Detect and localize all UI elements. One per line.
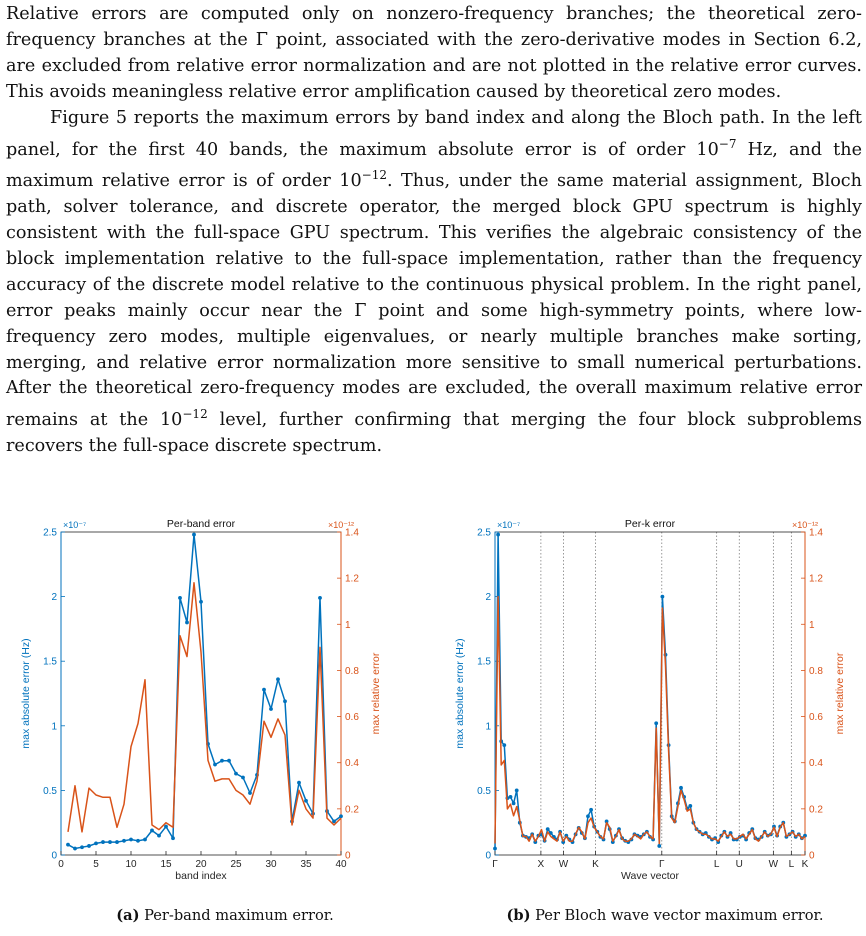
data-point (73, 847, 77, 851)
data-point (276, 677, 280, 681)
x-tick-label: 30 (265, 859, 277, 870)
superscript: −12 (361, 168, 387, 183)
y-tick-label: 0 (485, 850, 491, 862)
x-tick-label: 15 (160, 859, 172, 870)
relative-error-line (495, 597, 805, 844)
figure-per-band (6, 510, 396, 905)
y-right-tick-label: 1 (345, 619, 351, 631)
y-right-axis-label: max relative error (370, 652, 382, 735)
y-right-tick-label: 1.4 (345, 527, 359, 539)
data-point (101, 840, 105, 844)
x-tick-label: 5 (93, 859, 99, 870)
data-point (688, 804, 692, 808)
figure-per-k (440, 510, 860, 905)
x-tick-label: W (768, 859, 779, 870)
x-tick-label: L (788, 859, 795, 870)
caption-a-text: Per-band maximum error. (139, 907, 334, 924)
data-point (122, 839, 126, 843)
x-tick-label: Γ (659, 859, 665, 870)
caption-b-text: Per Bloch wave vector maximum error. (530, 907, 824, 924)
data-point (269, 707, 273, 711)
data-point (262, 688, 266, 692)
chart-title: Per-k error (624, 518, 676, 530)
data-point (509, 795, 513, 799)
x-tick-label: 35 (300, 859, 312, 870)
y-tick-label: 2.5 (477, 527, 491, 539)
x-tick-label: W (558, 859, 569, 870)
data-point (87, 844, 91, 848)
data-point (164, 825, 168, 829)
data-point (502, 743, 506, 747)
data-point (241, 776, 245, 780)
paragraph-1: Relative errors are computed only on nonzero-frequency branches; the theoretical zero-frequency branches at the Γ point, associated with the zero-derivative modes in Section 6.2, are excluded from relative error normalization and are not plotted in the relative error curves. This avoids meaningless relative error amplification caused by theoretical zero modes. (6, 4, 862, 102)
paragraph-2: Figure 5 reports the maximum errors by band index and along the Bloch path. In the left panel, for the first 40 bands, the maximum absolute error is of order $10^{-7}$ Hz, and the maximum relative error is of order $10^{-12}$. Thus, under the same material assignment, Bloch path, solver tolerance, and discrete operator, the merged block GPU spectrum is highly consistent with the full-space GPU spectrum. This verifies the algebraic consistency of the block implementation relative to the full-space implementation, rather than the frequency accuracy of the discrete model relative to the continuous physical problem. In the right panel, error peaks mainly occur near the Γ point and some high-symmetry points, where low-frequency zero modes, multiple eigenvalues, or nearly multiple branches make sorting, merging, and relative error normalization more sensitive to small numerical perturbations. After the theoretical zero-frequency modes are excluded, the overall maximum relative error remains at the $10^{-12}$ level, further confirming that merging the four block subproblems recovers the full-space discrete spectrum. (6, 107, 862, 457)
y-right-tick-label: 0.8 (809, 665, 823, 677)
data-point (178, 596, 182, 600)
y-right-tick-label: 1 (809, 619, 815, 631)
body-text (6, 2, 862, 460)
y-right-tick-label: 0 (809, 850, 815, 862)
y-tick-label: 2 (51, 592, 57, 604)
left-exponent: ×10⁻⁷ (497, 520, 521, 530)
y-tick-label: 0 (51, 850, 57, 862)
data-point (318, 596, 322, 600)
data-point (157, 834, 161, 838)
data-point (220, 759, 224, 763)
y-axis-label: max absolute error (Hz) (454, 638, 466, 749)
data-point (661, 595, 665, 599)
chart-per-band (6, 510, 396, 905)
y-right-tick-label: 0.2 (809, 804, 823, 816)
right-exponent: ×10⁻¹² (327, 520, 355, 530)
y-tick-label: 0.5 (43, 785, 57, 797)
data-point (80, 845, 84, 849)
x-axis-label: Wave vector (621, 870, 679, 882)
absolute-error-line (495, 535, 805, 849)
y-tick-label: 1.5 (477, 656, 491, 668)
data-point (66, 843, 70, 847)
x-tick-label: 10 (125, 859, 137, 870)
plot-box (61, 532, 341, 855)
left-exponent: ×10⁻⁷ (63, 520, 87, 530)
data-point (115, 840, 119, 844)
data-point (129, 838, 133, 842)
data-point (493, 847, 497, 851)
data-point (227, 759, 231, 763)
y-right-tick-label: 0.2 (345, 804, 359, 816)
x-axis-label: band index (175, 870, 227, 882)
y-tick-label: 2.5 (43, 527, 57, 539)
data-point (283, 699, 287, 703)
y-tick-label: 1.5 (43, 656, 57, 668)
relative-error-line (68, 583, 341, 832)
data-point (679, 786, 683, 790)
y-right-tick-label: 0.6 (809, 712, 823, 724)
y-right-tick-label: 0.8 (345, 665, 359, 677)
superscript: −12 (182, 407, 208, 422)
x-tick-label: K (592, 859, 599, 870)
x-tick-label: 20 (195, 859, 207, 870)
data-point (248, 791, 252, 795)
x-tick-label: U (735, 859, 743, 870)
data-point (108, 840, 112, 844)
y-right-tick-label: 0.4 (809, 758, 823, 770)
data-point (586, 814, 590, 818)
caption-a-label: (a) (116, 907, 140, 924)
x-tick-label: 40 (335, 859, 347, 870)
data-point (143, 838, 147, 842)
data-point (94, 841, 98, 845)
data-point (512, 801, 516, 805)
x-tick-label: Γ (492, 859, 498, 870)
data-point (339, 814, 343, 818)
data-point (171, 836, 175, 840)
x-tick-label: K (801, 859, 809, 870)
data-point (297, 781, 301, 785)
superscript: −7 (718, 136, 737, 151)
x-tick-label: 0 (58, 859, 64, 870)
data-point (213, 763, 217, 767)
x-tick-label: L (713, 859, 720, 870)
data-point (654, 721, 658, 725)
data-point (515, 789, 519, 793)
data-point (199, 600, 203, 604)
data-point (192, 533, 196, 537)
absolute-error-line (68, 535, 341, 849)
y-right-axis-label: max relative error (834, 652, 846, 735)
caption-b (470, 907, 860, 924)
data-point (496, 533, 500, 537)
plot-box (495, 532, 805, 855)
caption-a (40, 907, 410, 924)
x-tick-label: 25 (230, 859, 242, 870)
y-tick-label: 0.5 (477, 785, 491, 797)
y-tick-label: 1 (485, 721, 491, 733)
caption-b-label: (b) (506, 907, 531, 924)
y-right-tick-label: 1.2 (809, 573, 823, 585)
chart-title: Per-band error (166, 518, 236, 530)
y-tick-label: 2 (485, 592, 491, 604)
y-right-tick-label: 1.4 (809, 527, 823, 539)
data-point (234, 772, 238, 776)
chart-per-k (440, 510, 860, 905)
data-point (304, 799, 308, 803)
y-axis-label: max absolute error (Hz) (20, 638, 32, 749)
data-point (185, 621, 189, 625)
x-tick-label: X (537, 859, 545, 870)
data-point (589, 808, 593, 812)
y-right-tick-label: 0 (345, 850, 351, 862)
data-point (150, 829, 154, 833)
y-tick-label: 1 (51, 721, 57, 733)
y-right-tick-label: 0.6 (345, 712, 359, 724)
right-exponent: ×10⁻¹² (791, 520, 819, 530)
y-right-tick-label: 0.4 (345, 758, 359, 770)
y-right-tick-label: 1.2 (345, 573, 359, 585)
data-point (546, 827, 550, 831)
data-point (136, 839, 140, 843)
data-point (657, 844, 661, 848)
